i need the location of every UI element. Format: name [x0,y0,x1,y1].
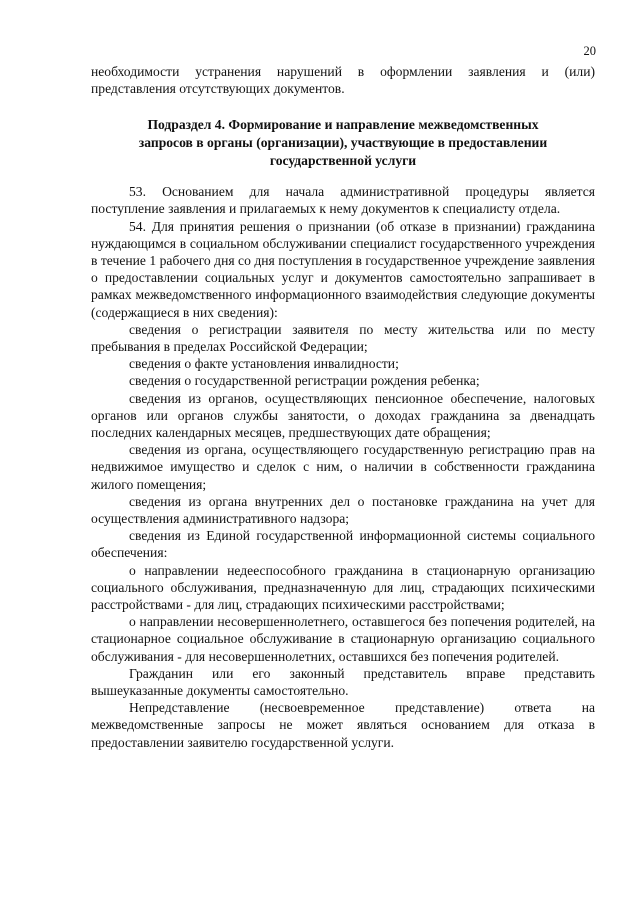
heading-line: Подраздел 4. Формирование и направление межведомственных [147,117,539,133]
paragraph: Непредставление (несвоевременное представление) ответа на межведомственные запросы не может являться основанием для отказа в предоставлении заявителю государственной услуги. [91,700,595,750]
page-number: 20 [583,44,596,58]
list-item: сведения о регистрации заявителя по месту жительства или по месту пребывания в пределах Российской Федерации; [91,321,595,355]
list-item: сведения из органов, осуществляющих пенсионное обеспечение, налоговых органов или органов службы занятости, о доходах гражданина за двенадцать последних календарных месяцев, предшествующих дате обращения; [91,390,595,441]
list-item: сведения о государственной регистрации рождения ребенка; [129,373,480,389]
paragraph-53: 53. Основанием для начала административной процедуры является поступление заявления и прилагаемых к нему документов к специалисту отдела. [91,184,595,217]
paragraph-54: 54. Для принятия решения о признании (об отказе в признании) гражданина нуждающимся в социальном обслуживании специалист государственного учреждения в течение 1 рабочего дня со дня поступления в государственное учреждение заявления о предоставлении социальных услуг и документов самостоятельно запрашивает в рамках межведомственного информационного взаимодействия следующие документы (содержащиеся в них сведения): [91,218,595,320]
list-item: сведения о факте установления инвалидности; [129,356,399,372]
intro-paragraph: необходимости устранения нарушений в оформлении заявления и (или) представления отсутствующих документов. [91,64,595,97]
sub-list-item: о направлении недееспособного гражданина в стационарную организацию социального обслуживания, предназначенную для лиц, страдающих психическими расстройствами - для лиц, страдающих психическими расстройствами; [91,562,595,613]
paragraph: Гражданин или его законный представитель вправе представить вышеуказанные документы самостоятельно. [91,665,595,699]
list-item: сведения из органа, осуществляющего государственную регистрацию прав на недвижимое имущество и сделок с ним, о наличии в собственности гражданина жилого помещения; [91,442,595,492]
heading-line: государственной услуги [269,152,417,168]
heading-line: запросов в органы (организации), участвующие в предоставлении [138,135,548,150]
list-item: сведения из Единой государственной информационной системы социального обеспечения: [91,528,595,561]
sub-list-item: о направлении несовершеннолетнего, оставшегося без попечения родителей, на стационарное социальное обслуживание в стационарную организацию социального обслуживания - для несовершеннолетних, оставшихся без попечения родителей. [91,614,595,664]
section-heading [91,116,595,169]
document-body [91,63,595,751]
list-item: сведения из органа внутренних дел о постановке гражданина на учет для осуществления административного надзора; [91,493,595,527]
